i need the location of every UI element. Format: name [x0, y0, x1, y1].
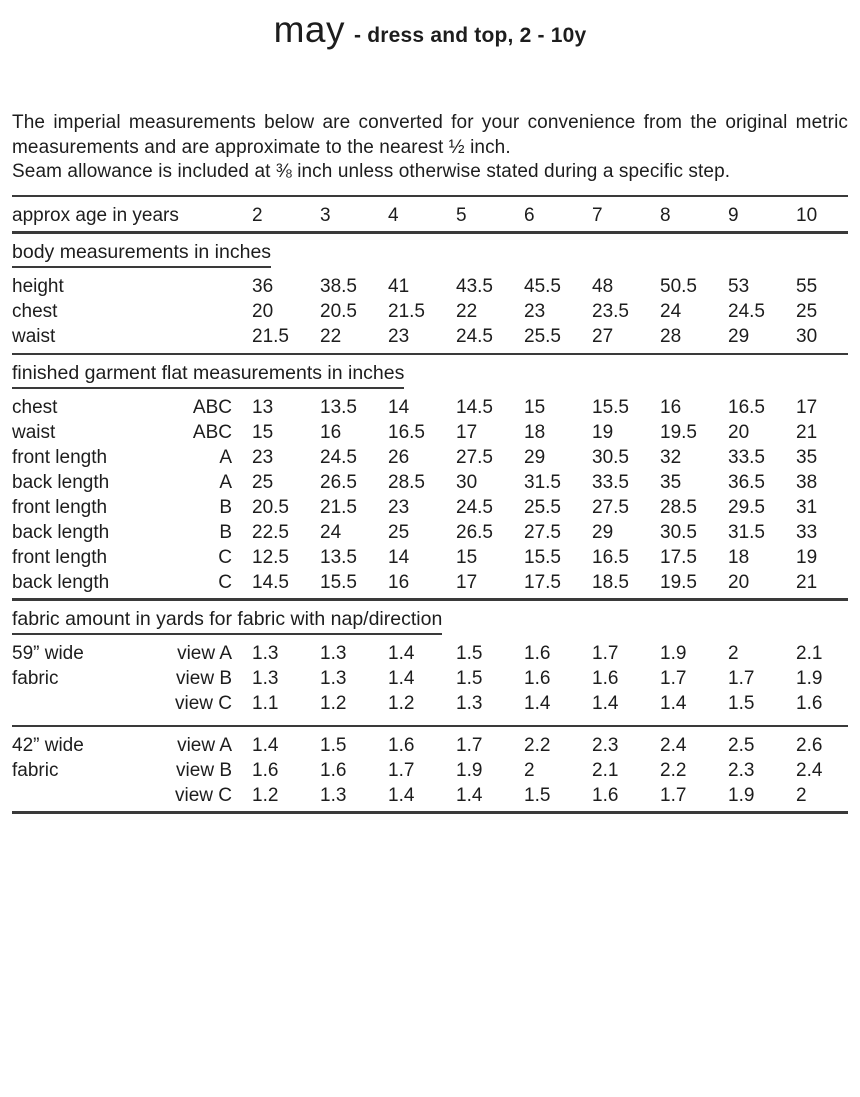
garment-row-chest-abc: [12, 395, 848, 420]
value-cell: 29: [524, 447, 546, 468]
row-label: fabric: [12, 760, 59, 781]
value-cell: 1.4: [388, 642, 415, 664]
value-cell: 28.5: [660, 497, 697, 518]
value-cell: 1.6: [320, 760, 347, 781]
value-cell: 21: [796, 422, 818, 443]
value-cell: 1.5: [320, 735, 347, 756]
value-cell: 1.6: [252, 760, 279, 781]
value-cell: 21.5: [252, 325, 289, 347]
value-cell: 2.5: [728, 735, 755, 756]
value-cell: 2.1: [796, 642, 823, 664]
age-header-row: [12, 203, 848, 228]
row-label: back length: [12, 572, 110, 593]
value-cell: 1.4: [456, 785, 483, 806]
row-label: chest: [12, 397, 58, 418]
value-cell: 24.5: [456, 497, 493, 518]
value-cell: 1.7: [660, 667, 687, 689]
value-cell: 13.5: [320, 547, 357, 568]
value-cell: 20: [728, 572, 750, 593]
body-row-chest: [12, 299, 848, 324]
divider-rule-after-age: [12, 231, 848, 234]
value-cell: 17.5: [660, 547, 697, 568]
row-label: waist: [12, 422, 56, 443]
view-label: B: [219, 522, 232, 543]
row-label: fabric: [12, 667, 59, 689]
value-cell: 17: [456, 422, 478, 443]
row-label: chest: [12, 300, 58, 322]
value-cell: 27.5: [592, 497, 629, 518]
garment-row-back-length-a: [12, 470, 848, 495]
value-cell: 25.5: [524, 325, 561, 347]
value-cell: 1.6: [592, 667, 619, 689]
value-cell: 1.5: [728, 692, 755, 714]
value-cell: 18.5: [592, 572, 629, 593]
value-cell: 36.5: [728, 472, 765, 493]
row-label: front length: [12, 447, 108, 468]
body-row-waist: [12, 324, 848, 349]
value-cell: 2.3: [728, 760, 755, 781]
value-cell: 50.5: [660, 275, 697, 297]
value-cell: 18: [728, 547, 750, 568]
value-cell: 1.9: [796, 667, 823, 689]
view-label: ABC: [192, 422, 232, 443]
value-cell: 20: [728, 422, 750, 443]
view-label: view B: [176, 760, 232, 781]
value-cell: 25: [252, 472, 274, 493]
value-cell: 14.5: [456, 397, 493, 418]
row-label: [12, 691, 168, 716]
row-label: 59” wide: [12, 642, 84, 664]
fabric-row-view-b: [12, 758, 848, 783]
divider-rule-after-body: [12, 353, 848, 356]
row-label: front length: [12, 497, 108, 518]
value-cell: 1.2: [388, 692, 415, 714]
value-cell: 21: [796, 572, 818, 593]
value-cell: 1.3: [320, 667, 347, 689]
value-cell: 1.4: [252, 735, 279, 756]
value-cell: 13.5: [320, 397, 357, 418]
value-cell: 16: [388, 572, 410, 593]
value-cell: 23: [252, 447, 274, 468]
value-cell: 38.5: [320, 275, 357, 297]
value-cell: 5: [456, 205, 467, 226]
value-cell: 13: [252, 397, 274, 418]
value-cell: 1.7: [456, 735, 483, 756]
value-cell: 1.7: [592, 642, 619, 664]
value-cell: 23.5: [592, 300, 629, 322]
view-label: C: [218, 547, 232, 568]
value-cell: 1.6: [388, 735, 415, 756]
garment-row-waist-abc: [12, 420, 848, 445]
view-label: view B: [176, 667, 232, 689]
garment-row-front-length-a: [12, 445, 848, 470]
value-cell: 32: [660, 447, 682, 468]
value-cell: 33.5: [728, 447, 765, 468]
value-cell: 43.5: [456, 275, 493, 297]
value-cell: 1.7: [660, 785, 687, 806]
value-cell: 24.5: [456, 325, 493, 347]
body-row-height: [12, 274, 848, 299]
value-cell: 1.7: [728, 667, 755, 689]
value-cell: 15: [524, 397, 546, 418]
value-cell: 26: [388, 447, 410, 468]
value-cell: 1.3: [252, 642, 279, 664]
value-cell: 28.5: [388, 472, 425, 493]
value-cell: 28: [660, 325, 682, 347]
value-cell: 1.6: [524, 642, 551, 664]
fabric-row-view-a: [12, 733, 848, 758]
row-label: back length: [12, 522, 110, 543]
value-cell: 2.2: [660, 760, 687, 781]
value-cell: 30.5: [660, 522, 697, 543]
value-cell: 15.5: [320, 572, 357, 593]
value-cell: 33: [796, 522, 818, 543]
value-cell: 1.5: [456, 667, 483, 689]
garment-row-back-length-c: [12, 570, 848, 595]
value-cell: 26.5: [456, 522, 493, 543]
value-cell: 29: [592, 522, 614, 543]
row-label: back length: [12, 472, 110, 493]
value-cell: 1.7: [388, 760, 415, 781]
row-label: front length: [12, 547, 108, 568]
view-label: A: [219, 472, 232, 493]
value-cell: 30.5: [592, 447, 629, 468]
value-cell: 27: [592, 325, 614, 347]
value-cell: 17: [456, 572, 478, 593]
value-cell: 23: [388, 497, 410, 518]
value-cell: 26.5: [320, 472, 357, 493]
finished-garment-table: [12, 395, 848, 595]
value-cell: 36: [252, 275, 274, 297]
value-cell: 7: [592, 205, 603, 226]
view-label: ABC: [192, 397, 232, 418]
value-cell: 9: [728, 205, 739, 226]
value-cell: 2.1: [592, 760, 619, 781]
value-cell: 20: [252, 300, 274, 322]
fabric-row-view-b: [12, 666, 848, 691]
page-title: [12, 0, 848, 56]
garment-row-back-length-b: [12, 520, 848, 545]
value-cell: 27.5: [524, 522, 561, 543]
value-cell: 1.4: [660, 692, 687, 714]
value-cell: 45.5: [524, 275, 561, 297]
value-cell: 18: [524, 422, 546, 443]
value-cell: 23: [388, 325, 410, 347]
view-label: view C: [174, 785, 232, 806]
value-cell: 21.5: [388, 300, 425, 322]
value-cell: 10: [796, 205, 818, 226]
value-cell: 6: [524, 205, 535, 226]
value-cell: 2.3: [592, 735, 619, 756]
value-cell: 25.5: [524, 497, 561, 518]
value-cell: 2: [796, 785, 807, 806]
value-cell: 29.5: [728, 497, 765, 518]
divider-rule-bottom: [12, 811, 848, 814]
value-cell: 41: [388, 275, 410, 297]
fabric-42-wide-table: [12, 733, 848, 808]
value-cell: 1.6: [796, 692, 823, 714]
value-cell: 1.3: [252, 667, 279, 689]
value-cell: 1.4: [524, 692, 551, 714]
fabric-row-view-c: [12, 691, 848, 716]
value-cell: 1.3: [456, 692, 483, 714]
value-cell: 1.6: [524, 667, 551, 689]
value-cell: 15: [456, 547, 478, 568]
pattern-subtitle: - dress and top, 2 - 10y: [354, 24, 587, 47]
value-cell: 19: [592, 422, 614, 443]
fabric-row-view-c: [12, 783, 848, 808]
view-label: view A: [177, 735, 232, 756]
value-cell: 1.3: [320, 785, 347, 806]
intro-paragraph-seam-allowance: Seam allowance is included at ⅜ inch unless otherwise stated during a specific step.: [12, 161, 731, 182]
value-cell: 25: [796, 300, 818, 322]
pattern-name: may: [273, 9, 346, 50]
divider-rule-after-garment: [12, 598, 848, 601]
value-cell: 16.5: [728, 397, 765, 418]
value-cell: 25: [388, 522, 410, 543]
value-cell: 55: [796, 275, 818, 297]
value-cell: 2.4: [796, 760, 823, 781]
value-cell: 19.5: [660, 422, 697, 443]
value-cell: 20.5: [320, 300, 357, 322]
view-label: A: [219, 447, 232, 468]
row-label: waist: [12, 325, 56, 347]
value-cell: 3: [320, 205, 331, 226]
value-cell: 2: [252, 205, 263, 226]
value-cell: 35: [796, 447, 818, 468]
value-cell: 35: [660, 472, 682, 493]
row-label: 42” wide: [12, 735, 84, 756]
value-cell: 16.5: [388, 422, 425, 443]
view-label: C: [218, 572, 232, 593]
row-label: height: [12, 275, 64, 297]
section-heading-fabric-amount: fabric amount in yards for fabric with nap/direction: [12, 607, 848, 635]
value-cell: 16.5: [592, 547, 629, 568]
value-cell: 14: [388, 397, 410, 418]
value-cell: 1.9: [728, 785, 755, 806]
fabric-row-view-a: [12, 641, 848, 666]
value-cell: 22: [456, 300, 478, 322]
divider-rule-top: [12, 195, 848, 198]
value-cell: 30: [456, 472, 478, 493]
value-cell: 1.5: [456, 642, 483, 664]
value-cell: 24: [320, 522, 342, 543]
value-cell: 21.5: [320, 497, 357, 518]
value-cell: 14.5: [252, 572, 289, 593]
value-cell: 2: [524, 760, 535, 781]
value-cell: 14: [388, 547, 410, 568]
value-cell: 1.6: [592, 785, 619, 806]
value-cell: 4: [388, 205, 399, 226]
fabric-59-wide-table: [12, 641, 848, 716]
value-cell: 24: [660, 300, 682, 322]
value-cell: 29: [728, 325, 750, 347]
divider-rule-between-fabric-groups: [12, 725, 848, 728]
value-cell: 24.5: [728, 300, 765, 322]
value-cell: 15.5: [524, 547, 561, 568]
value-cell: 1.4: [388, 667, 415, 689]
value-cell: 17: [796, 397, 818, 418]
garment-row-front-length-c: [12, 545, 848, 570]
value-cell: 38: [796, 472, 818, 493]
value-cell: 20.5: [252, 497, 289, 518]
value-cell: 8: [660, 205, 671, 226]
value-cell: 53: [728, 275, 750, 297]
value-cell: 31: [796, 497, 818, 518]
value-cell: 22: [320, 325, 342, 347]
intro-paragraph-conversion: The imperial measurements below are converted for your convenience from the original metric measurements and are approximate to the nearest ½ inch.: [12, 112, 848, 158]
section-heading-body-measurements: body measurements in inches: [12, 240, 848, 268]
value-cell: 2: [728, 642, 739, 664]
value-cell: 1.3: [320, 642, 347, 664]
value-cell: 16: [660, 397, 682, 418]
value-cell: 19.5: [660, 572, 697, 593]
value-cell: 12.5: [252, 547, 289, 568]
garment-row-front-length-b: [12, 495, 848, 520]
value-cell: 1.9: [456, 760, 483, 781]
value-cell: 2.6: [796, 735, 823, 756]
row-label: [12, 783, 168, 808]
value-cell: 30: [796, 325, 818, 347]
value-cell: 22.5: [252, 522, 289, 543]
value-cell: 48: [592, 275, 614, 297]
value-cell: 2.4: [660, 735, 687, 756]
value-cell: 27.5: [456, 447, 493, 468]
value-cell: 19: [796, 547, 818, 568]
value-cell: 31.5: [524, 472, 561, 493]
row-label: approx age in years: [12, 205, 179, 226]
value-cell: 1.1: [252, 692, 279, 714]
body-measurements-table: [12, 274, 848, 349]
value-cell: 33.5: [592, 472, 629, 493]
value-cell: 1.9: [660, 642, 687, 664]
value-cell: 2.2: [524, 735, 551, 756]
view-label: B: [219, 497, 232, 518]
value-cell: 1.5: [524, 785, 551, 806]
value-cell: 15.5: [592, 397, 629, 418]
value-cell: 17.5: [524, 572, 561, 593]
value-cell: 15: [252, 422, 274, 443]
value-cell: 1.2: [252, 785, 279, 806]
value-cell: 23: [524, 300, 546, 322]
value-cell: 24.5: [320, 447, 357, 468]
value-cell: 1.4: [592, 692, 619, 714]
value-cell: 31.5: [728, 522, 765, 543]
value-cell: 1.4: [388, 785, 415, 806]
value-cell: 16: [320, 422, 342, 443]
view-label: view A: [177, 642, 232, 664]
age-header-section: [12, 203, 848, 228]
value-cell: 1.2: [320, 692, 347, 714]
view-label: view C: [174, 692, 232, 714]
section-heading-finished-garment: finished garment flat measurements in inches: [12, 361, 848, 389]
